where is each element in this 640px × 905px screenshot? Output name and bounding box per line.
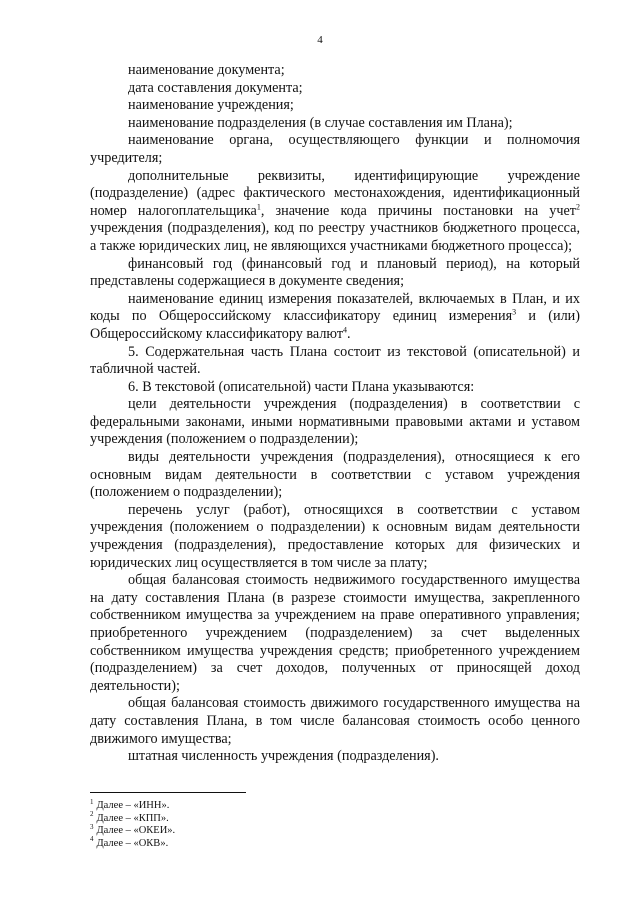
paragraph: дата составления документа; — [128, 79, 303, 96]
paragraph — [90, 168, 580, 256]
paragraph-text: , значение кода причины постановки на учет — [260, 202, 576, 219]
footnotes — [90, 797, 390, 850]
footnote-ref: 2 — [576, 202, 580, 212]
paragraph — [90, 291, 580, 344]
footnote — [90, 810, 390, 826]
footnote — [90, 835, 390, 851]
paragraph: наименование документа; — [128, 62, 285, 78]
footnote-ref: 4 — [343, 325, 348, 335]
paragraph: наименование органа, осуществляющего функции и полномочия учредителя; — [90, 132, 580, 166]
paragraph: наименование подразделения (в случае составления им Плана); — [128, 114, 513, 131]
footnote-text: Далее – «ОКЕИ». — [96, 825, 176, 837]
paragraph: перечень услуг (работ), относящихся в соответствии с уставом учреждения (положением о подразделении) к основным видам деятельности учреждения (подразделения), предоставление которых для физических и юридических лиц осуществляется в том числе за плату; — [90, 501, 580, 571]
paragraph: штатная численность учреждения (подразделения). — [128, 748, 439, 765]
footnote-number: 2 — [90, 810, 94, 819]
footnote-text: Далее – «ИНН». — [96, 800, 170, 811]
paragraph-text: учреждения (подразделения), код по реестру участников бюджетного процесса, а также юридических лиц, не являющихся участниками бюджетного процесса); — [90, 220, 580, 254]
paragraph: общая балансовая стоимость движимого государственного имущества на дату составления Плана, в том числе балансовая стоимость особо ценного движимого имущества; — [90, 695, 580, 747]
footnote-ref: 3 — [512, 307, 517, 317]
paragraph-text: . — [347, 325, 351, 342]
document-body — [90, 62, 580, 766]
paragraph-text: и (или) Общероссийскому классификатору валют — [90, 308, 580, 342]
paragraph: финансовый год (финансовый год и плановый период), на который представлены содержащиеся в документе сведения; — [90, 255, 580, 290]
footnote-text: Далее – «КПП». — [96, 812, 169, 824]
footnote-number: 1 — [90, 797, 94, 806]
paragraph: 5. Содержательная часть Плана состоит из текстовой (описательной) и табличной частей. — [90, 343, 580, 378]
paragraph: цели деятельности учреждения (подразделения) в соответствии с федеральными законами, иными нормативными правовыми актами и уставом учреждения (положением о подразделении); — [90, 396, 580, 448]
footnote-number: 3 — [90, 822, 94, 831]
footnote-text: Далее – «ОКВ». — [96, 837, 169, 849]
footnote-number: 4 — [90, 835, 94, 844]
paragraph: общая балансовая стоимость недвижимого государственного имущества на дату составления Плана (в разрезе стоимости имущества, закрепленного собственником имущества за учреждением на праве оперативного управления; приобретенного учреждением (подразделением) за счет выделенных собственником имущества учреждения средств; приобретенного учреждением (подразделением) за счет доходов, полученных от приносящей доход деятельности); — [90, 572, 580, 694]
paragraph: наименование учреждения; — [128, 97, 294, 114]
paragraph-text: дополнительные реквизиты, идентифицирующие учреждение (подразделение) (адрес фактического местонахождения, идентификационный номер налогоплательщика — [90, 167, 580, 219]
footnote-divider — [90, 792, 246, 793]
footnote-ref: 1 — [256, 202, 261, 212]
paragraph: 6. В текстовой (описательной) части Плана указываются: — [128, 378, 475, 395]
paragraph: виды деятельности учреждения (подразделения), относящиеся к его основным видам деятельности в соответствии с уставом учреждения (положением о подразделении); — [90, 449, 580, 501]
page-number: 4 — [317, 34, 323, 46]
paragraph-text: наименование единиц измерения показателей, включаемых в План, и их коды по Общероссийскому классификатору единиц измерения — [90, 290, 580, 325]
footnote — [90, 797, 390, 813]
footnote — [90, 822, 390, 838]
